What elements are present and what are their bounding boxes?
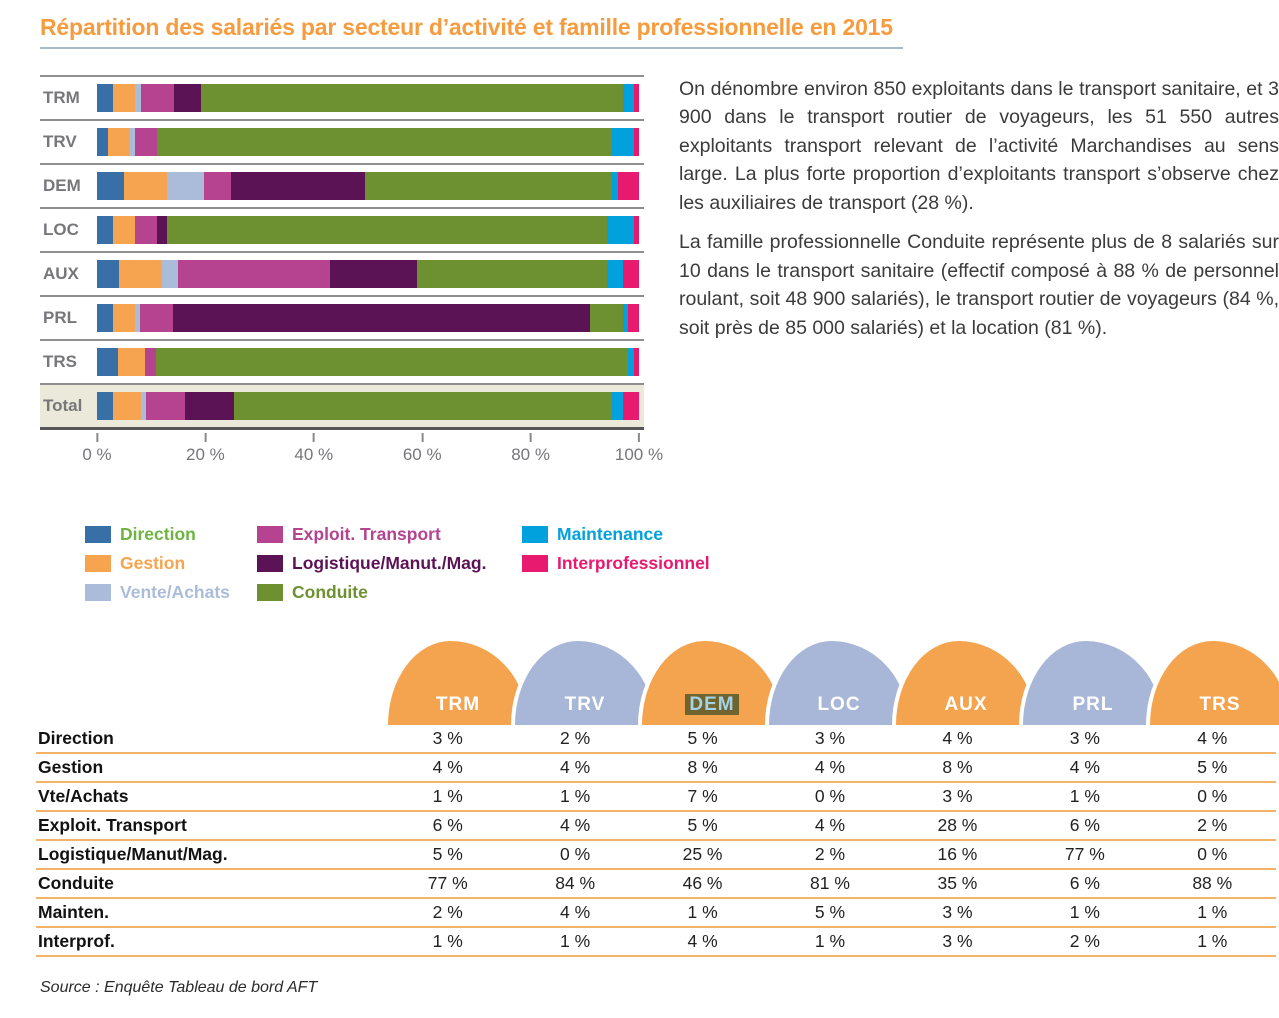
table-value-trv: 4 % xyxy=(511,899,638,928)
table-row-label: Mainten. xyxy=(36,899,384,928)
table-value-loc: 4 % xyxy=(766,754,893,783)
bar-segment-interprofessionnel xyxy=(618,172,639,200)
legend-item-vente-achats xyxy=(85,582,257,603)
fin-header-trm xyxy=(384,637,532,725)
bar-segment-gestion xyxy=(113,84,135,112)
bar-segment-gestion xyxy=(124,172,167,200)
legend-column-1 xyxy=(85,524,257,603)
fin-header-dem xyxy=(638,637,786,725)
commentary-text xyxy=(679,75,1279,476)
chart-row-trs xyxy=(40,339,644,383)
bar-segment-logistique-manut-mag- xyxy=(231,172,365,200)
table-value-aux: 3 % xyxy=(894,928,1021,957)
fin-header-prl xyxy=(1019,637,1167,725)
bar-label-loc: LOC xyxy=(43,220,79,239)
bar-segment-interprofessionnel xyxy=(628,304,639,332)
table-row-label: Logistique/Manut/Mag. xyxy=(36,841,384,870)
fin-label-dem xyxy=(642,694,782,716)
fin-label-trv xyxy=(515,694,655,716)
table-value-loc: 4 % xyxy=(766,812,893,841)
table-value-loc: 2 % xyxy=(766,841,893,870)
table-row-label: Gestion xyxy=(36,754,384,783)
table-value-prl: 77 % xyxy=(1021,841,1148,870)
bar-segment-logistique-manut-mag- xyxy=(330,260,417,288)
bar-trv xyxy=(97,128,639,156)
table-value-trs: 0 % xyxy=(1149,841,1276,870)
fin-label-aux xyxy=(896,694,1036,716)
legend-label: Exploit. Transport xyxy=(292,524,441,544)
fin-label-text: LOC xyxy=(817,694,861,715)
bar-segment-logistique-manut-mag- xyxy=(173,304,590,332)
table-value-loc: 5 % xyxy=(766,899,893,928)
table-value-prl: 2 % xyxy=(1021,928,1148,957)
bar-segment-direction xyxy=(97,128,108,156)
bar-segment-maintenance xyxy=(612,392,623,420)
bar-label-prl: PRL xyxy=(43,308,77,327)
tick-label: 0 % xyxy=(82,445,112,464)
table-value-dem: 5 % xyxy=(639,725,766,754)
bar-segment-maintenance xyxy=(607,260,623,288)
chart-rows xyxy=(40,75,644,430)
fin-header-aux xyxy=(892,637,1040,725)
legend-swatch xyxy=(85,526,111,543)
legend-column-2 xyxy=(257,524,522,603)
table-value-trs: 5 % xyxy=(1149,754,1276,783)
bar-prl xyxy=(97,304,639,332)
legend-item-interprofessionnel xyxy=(522,553,710,574)
bar-segment-logistique-manut-mag- xyxy=(185,392,234,420)
bar-label-dem: DEM xyxy=(43,176,81,195)
table-value-prl: 1 % xyxy=(1021,783,1148,812)
fin-label-trm xyxy=(388,694,528,716)
chart-row-trv xyxy=(40,119,644,163)
table-value-trv: 1 % xyxy=(511,783,638,812)
bar-segment-exploit-transport xyxy=(135,128,157,156)
bar-label-trs: TRS xyxy=(43,352,77,371)
table-value-prl: 3 % xyxy=(1021,725,1148,754)
bar-segment-gestion xyxy=(113,304,135,332)
chart-row-aux xyxy=(40,251,644,295)
x-axis-tick xyxy=(294,433,333,465)
bar-segment-interprofessionnel xyxy=(634,128,639,156)
table-value-trs: 2 % xyxy=(1149,812,1276,841)
table-value-trs: 0 % xyxy=(1149,783,1276,812)
table-value-aux: 3 % xyxy=(894,783,1021,812)
table-value-loc: 3 % xyxy=(766,725,893,754)
legend-label: Vente/Achats xyxy=(120,582,230,602)
chart-row-dem xyxy=(40,163,644,207)
table-value-dem: 5 % xyxy=(639,812,766,841)
legend-label: Maintenance xyxy=(557,524,663,544)
table-value-prl: 1 % xyxy=(1021,899,1148,928)
bar-total xyxy=(97,392,639,420)
bar-segment-logistique-manut-mag- xyxy=(157,216,168,244)
legend-item-conduite xyxy=(257,582,522,603)
legend-swatch xyxy=(522,526,548,543)
tick-label: 20 % xyxy=(186,445,225,464)
table-value-dem: 7 % xyxy=(639,783,766,812)
chart-row-trm xyxy=(40,75,644,119)
table-value-trv: 2 % xyxy=(511,725,638,754)
bar-segment-conduite xyxy=(417,260,607,288)
fin-label-loc xyxy=(769,694,909,716)
bar-segment-direction xyxy=(97,172,124,200)
table-value-trv: 0 % xyxy=(511,841,638,870)
bar-segment-direction xyxy=(97,84,113,112)
bar-segment-conduite xyxy=(156,348,628,376)
table-value-prl: 6 % xyxy=(1021,812,1148,841)
table-value-dem: 46 % xyxy=(639,870,766,899)
table-value-aux: 8 % xyxy=(894,754,1021,783)
table-value-trv: 4 % xyxy=(511,754,638,783)
x-axis-tick xyxy=(511,433,550,465)
table-row-label: Vte/Achats xyxy=(36,783,384,812)
bar-segment-exploit-transport xyxy=(204,172,231,200)
bar-segment-interprofessionnel xyxy=(634,216,639,244)
tick-mark xyxy=(313,433,315,442)
legend-label: Gestion xyxy=(120,553,186,573)
bar-segment-interprofessionnel xyxy=(623,260,639,288)
bar-aux xyxy=(97,260,639,288)
bar-segment-conduite xyxy=(590,304,623,332)
legend-swatch xyxy=(85,555,111,572)
table-value-trv: 4 % xyxy=(511,812,638,841)
legend-item-maintenance xyxy=(522,524,710,545)
table-row-label: Direction xyxy=(36,725,384,754)
bar-trs xyxy=(97,348,639,376)
fin-label-text: TRM xyxy=(435,694,481,715)
fin-label-prl xyxy=(1023,694,1163,716)
legend-swatch xyxy=(522,555,548,572)
table-value-trs: 88 % xyxy=(1149,870,1276,899)
bar-segment-gestion xyxy=(108,128,130,156)
bar-segment-exploit-transport xyxy=(140,304,173,332)
fin-header-trv xyxy=(511,637,659,725)
tick-mark xyxy=(530,433,532,442)
table-value-dem: 8 % xyxy=(639,754,766,783)
table-value-trv: 84 % xyxy=(511,870,638,899)
bar-loc xyxy=(97,216,639,244)
x-axis-tick xyxy=(82,433,111,465)
bar-segment-maintenance xyxy=(623,84,634,112)
bar-segment-vente-achats xyxy=(167,172,205,200)
tick-label: 40 % xyxy=(294,445,334,464)
bar-segment-gestion xyxy=(113,392,140,420)
chart-row-loc xyxy=(40,207,644,251)
tick-mark xyxy=(421,433,423,442)
bar-segment-direction xyxy=(97,348,118,376)
bar-segment-maintenance xyxy=(607,216,634,244)
table-value-dem: 1 % xyxy=(639,899,766,928)
bar-segment-interprofessionnel xyxy=(623,392,639,420)
bar-segment-gestion xyxy=(118,348,145,376)
stacked-bar-chart xyxy=(40,75,664,476)
fin-label-text: PRL xyxy=(1072,694,1114,715)
chart-row-total xyxy=(40,383,644,427)
table-value-loc: 0 % xyxy=(766,783,893,812)
bar-segment-conduite xyxy=(365,172,612,200)
bar-label-trv: TRV xyxy=(43,132,77,151)
fin-header-loc xyxy=(765,637,913,725)
bar-segment-exploit-transport xyxy=(135,216,157,244)
fin-label-text: DEM xyxy=(685,694,738,715)
x-axis-tick xyxy=(403,433,442,465)
paragraph-exploitants: On dénombre environ 850 exploitants dans le transport sanitaire, et 3 900 dans le transport routier de voyageurs, les 51 550 autres exploitants transport relevant de l’activité Marchandises au sens large. La plus forte proportion d’exploitants transport s’observe chez les auxiliaires de transport (28 %). xyxy=(679,78,1279,214)
legend-label: Direction xyxy=(120,524,196,544)
tick-mark xyxy=(638,433,640,442)
bar-segment-exploit-transport xyxy=(146,392,184,420)
fin-label-text: TRS xyxy=(1199,694,1241,715)
table-value-trm: 2 % xyxy=(384,899,511,928)
bar-segment-logistique-manut-mag- xyxy=(174,84,201,112)
table-value-trm: 1 % xyxy=(384,783,511,812)
table-header-fins xyxy=(384,633,1276,725)
bar-segment-maintenance xyxy=(612,128,634,156)
tick-label: 60 % xyxy=(402,445,442,464)
bar-dem xyxy=(97,172,639,200)
tick-label: 100 % xyxy=(614,445,664,464)
fin-label-trs xyxy=(1150,694,1279,716)
tick-mark xyxy=(96,433,98,442)
table-value-trm: 3 % xyxy=(384,725,511,754)
legend-label: Conduite xyxy=(292,582,368,602)
legend-item-gestion xyxy=(85,553,257,574)
bar-segment-direction xyxy=(97,216,113,244)
bar-segment-interprofessionnel xyxy=(634,348,639,376)
bar-segment-direction xyxy=(97,260,119,288)
table-value-trs: 1 % xyxy=(1149,928,1276,957)
paragraph-conduite: La famille professionnelle Conduite représente plus de 8 salariés sur 10 dans le transport sanitaire (effectif composé à 88 % de personnel roulant, soit 48 900 salariés), le transport routier de voyageurs (84 %, soit près de 85 000 salariés) et la location (81 %). xyxy=(679,231,1279,339)
x-axis-tick xyxy=(615,433,663,465)
bar-segment-vente-achats xyxy=(162,260,178,288)
table-value-trv: 1 % xyxy=(511,928,638,957)
table-value-loc: 81 % xyxy=(766,870,893,899)
table-value-trs: 1 % xyxy=(1149,899,1276,928)
table-value-prl: 6 % xyxy=(1021,870,1148,899)
bar-segment-gestion xyxy=(119,260,162,288)
bar-label-aux: AUX xyxy=(43,264,79,283)
chart-and-text-section xyxy=(40,75,1279,476)
table-value-dem: 4 % xyxy=(639,928,766,957)
table-row-label: Exploit. Transport xyxy=(36,812,384,841)
bar-segment-exploit-transport xyxy=(141,84,174,112)
table-value-trm: 1 % xyxy=(384,928,511,957)
bar-segment-conduite xyxy=(157,128,612,156)
chart-row-prl xyxy=(40,295,644,339)
table-value-aux: 28 % xyxy=(894,812,1021,841)
x-axis-tick xyxy=(186,433,225,465)
table-value-aux: 16 % xyxy=(894,841,1021,870)
bar-segment-exploit-transport xyxy=(145,348,156,376)
fin-label-text: AUX xyxy=(944,694,988,715)
table-value-aux: 3 % xyxy=(894,899,1021,928)
bar-segment-gestion xyxy=(113,216,135,244)
legend-swatch xyxy=(85,584,111,601)
table-row-label: Conduite xyxy=(36,870,384,899)
table-value-trm: 6 % xyxy=(384,812,511,841)
table-value-trm: 77 % xyxy=(384,870,511,899)
bar-segment-conduite xyxy=(201,84,623,112)
table-value-trm: 5 % xyxy=(384,841,511,870)
fin-header-trs xyxy=(1146,637,1279,725)
tick-mark xyxy=(204,433,206,442)
table-value-aux: 35 % xyxy=(894,870,1021,899)
legend-item-exploit-transport xyxy=(257,524,522,545)
table-value-aux: 4 % xyxy=(894,725,1021,754)
legend-label: Logistique/Manut./Mag. xyxy=(292,553,487,573)
chart-legend xyxy=(85,524,1279,603)
legend-label: Interprofessionnel xyxy=(557,553,710,573)
bar-label-total: Total xyxy=(43,396,83,415)
bar-segment-conduite xyxy=(234,392,612,420)
table-value-dem: 25 % xyxy=(639,841,766,870)
bar-segment-conduite xyxy=(167,216,606,244)
table-value-prl: 4 % xyxy=(1021,754,1148,783)
bar-segment-direction xyxy=(97,392,113,420)
legend-item-logistique-manut-mag- xyxy=(257,553,522,574)
legend-column-3 xyxy=(522,524,710,603)
page-title: Répartition des salariés par secteur d’activité et famille professionnelle en 2015 xyxy=(40,14,903,49)
legend-swatch xyxy=(257,555,283,572)
percentage-table-section xyxy=(36,633,1276,957)
x-axis xyxy=(82,430,664,476)
table-value-loc: 1 % xyxy=(766,928,893,957)
percentage-table xyxy=(36,725,1276,957)
legend-swatch xyxy=(257,526,283,543)
legend-swatch xyxy=(257,584,283,601)
bar-segment-exploit-transport xyxy=(178,260,330,288)
source-note: Source : Enquête Tableau de bord AFT xyxy=(40,979,318,996)
bar-segment-direction xyxy=(97,304,113,332)
table-row-label: Interprof. xyxy=(36,928,384,957)
bar-label-trm: TRM xyxy=(43,88,80,107)
legend-item-direction xyxy=(85,524,257,545)
bar-trm xyxy=(97,84,639,112)
bar-segment-interprofessionnel xyxy=(634,84,639,112)
fin-label-text: TRV xyxy=(564,694,606,715)
tick-label: 80 % xyxy=(511,445,550,464)
table-value-trm: 4 % xyxy=(384,754,511,783)
table-value-trs: 4 % xyxy=(1149,725,1276,754)
